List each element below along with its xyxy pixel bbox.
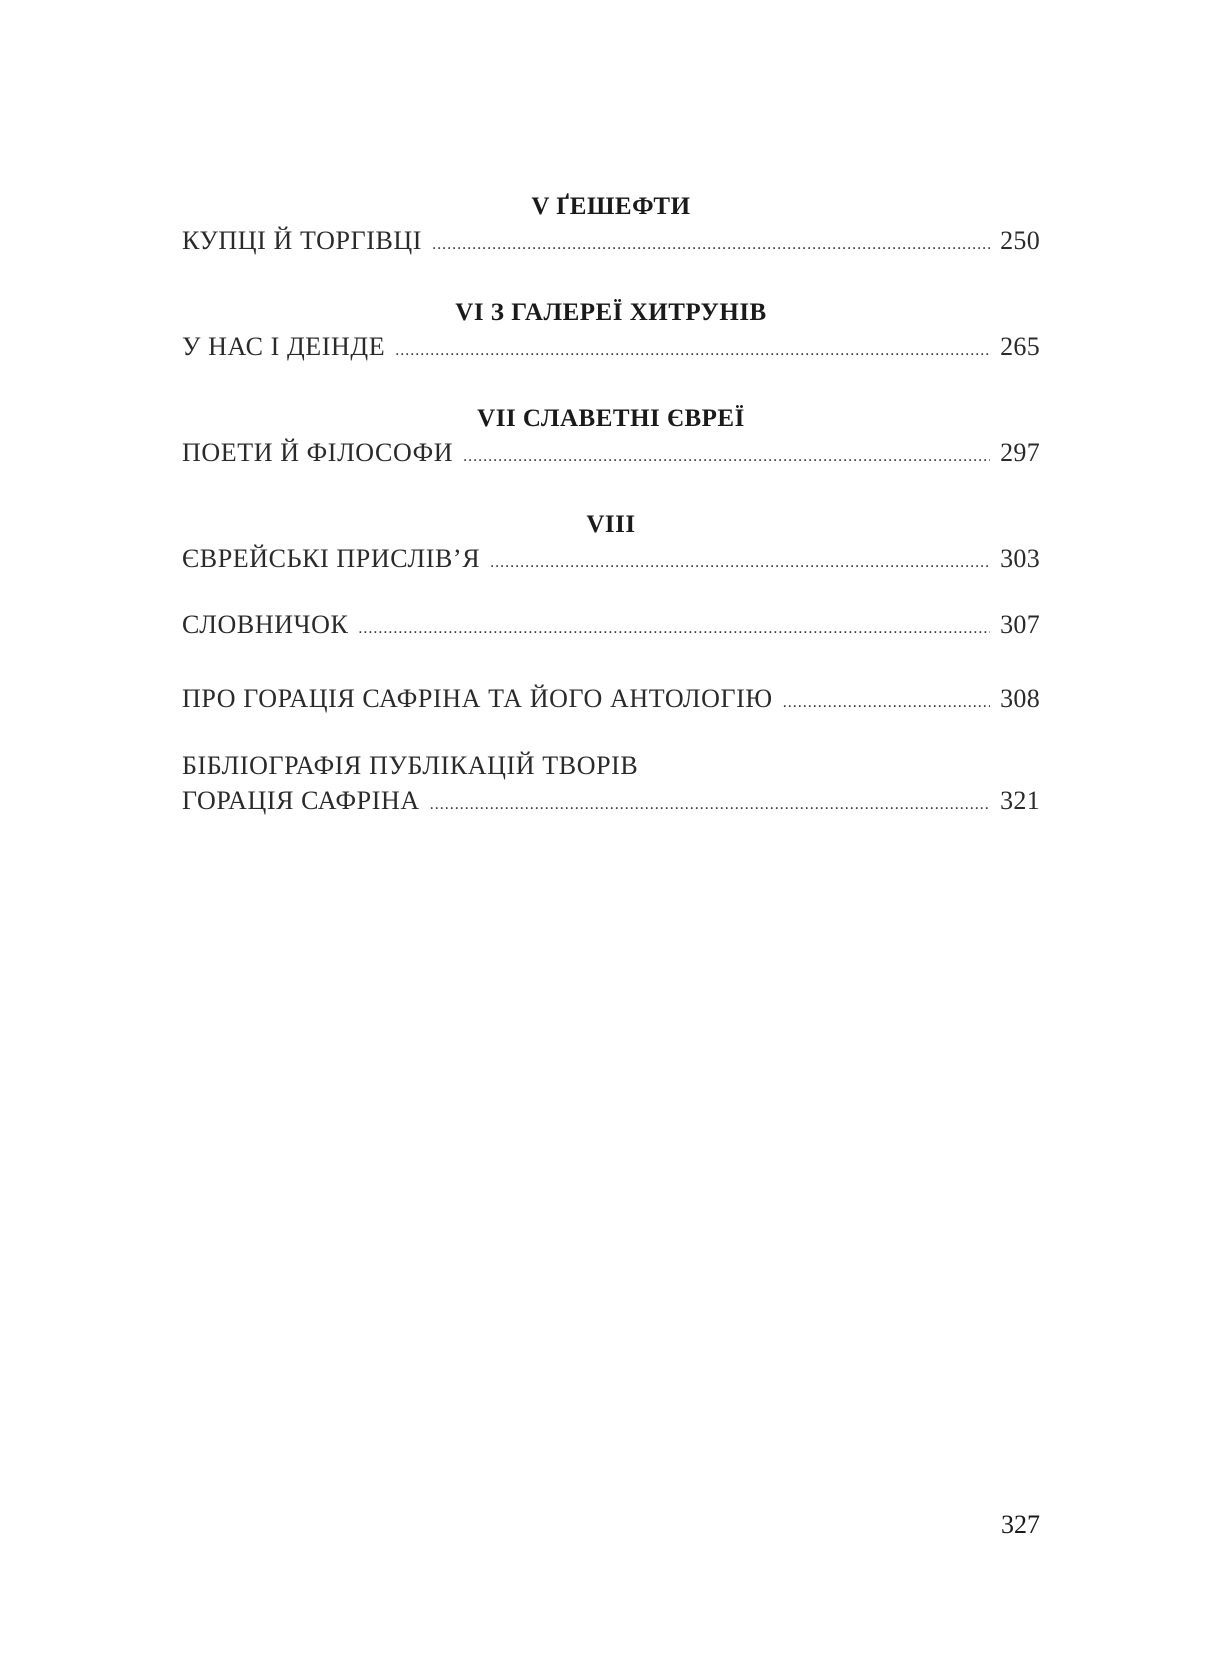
toc-entry-bibliography-title-line1[interactable]: БІБЛІОГРАФІЯ ПУБЛІКАЦІЙ ТВОРІВ	[182, 751, 639, 780]
toc-entry-title: У НАС І ДЕІНДЕ	[182, 332, 386, 361]
section-heading-vi: VI З ГАЛЕРЕЇ ХИТРУНІВ	[455, 299, 767, 326]
toc-entry-bibliography[interactable]	[182, 784, 1040, 818]
toc-entry-title: СЛОВНИЧОК	[182, 610, 349, 639]
toc-entry-title: ЄВРЕЙСЬКІ ПРИСЛІВ’Я	[182, 544, 481, 573]
toc-entry-title: ПРО ГОРАЦІЯ САФРІНА ТА ЙОГО АНТОЛОГІЮ	[182, 684, 773, 713]
toc-entry-page: 321	[1000, 786, 1040, 815]
section-heading-vii: VII СЛАВЕТНІ ЄВРЕЇ	[477, 405, 745, 432]
toc-entry-here-and-elsewhere[interactable]	[182, 330, 1040, 364]
dot-leader	[783, 686, 990, 720]
dot-leader	[432, 228, 990, 262]
toc-entry-about[interactable]	[182, 682, 1040, 716]
section-heading-viii: VIII	[586, 511, 636, 538]
toc-entry-title: ПОЕТИ Й ФІЛОСОФИ	[182, 438, 454, 467]
dot-leader	[395, 334, 990, 368]
dot-leader	[490, 546, 990, 580]
table-of-contents	[182, 190, 1040, 818]
dot-leader	[358, 612, 990, 646]
dot-leader	[463, 440, 990, 474]
toc-entry-page: 307	[1000, 610, 1040, 639]
toc-entry-poets-philosophers[interactable]	[182, 436, 1040, 470]
page-number: 327	[1001, 1510, 1040, 1539]
toc-entry-page: 297	[1000, 438, 1040, 467]
toc-entry-page: 308	[1000, 684, 1040, 713]
toc-entry-title: ГОРАЦІЯ САФРІНА	[182, 786, 420, 815]
toc-entry-page: 303	[1000, 544, 1040, 573]
toc-entry-proverbs[interactable]	[182, 542, 1040, 576]
toc-entry-page: 265	[1000, 332, 1040, 361]
dot-leader	[430, 788, 990, 822]
toc-entry-title: КУПЦІ Й ТОРГІВЦІ	[182, 226, 423, 255]
section-heading-v: V ҐЕШЕФТИ	[531, 193, 691, 220]
toc-entry-page: 250	[1000, 226, 1040, 255]
toc-entry-glossary[interactable]	[182, 608, 1040, 642]
toc-entry-merchants[interactable]	[182, 224, 1040, 258]
